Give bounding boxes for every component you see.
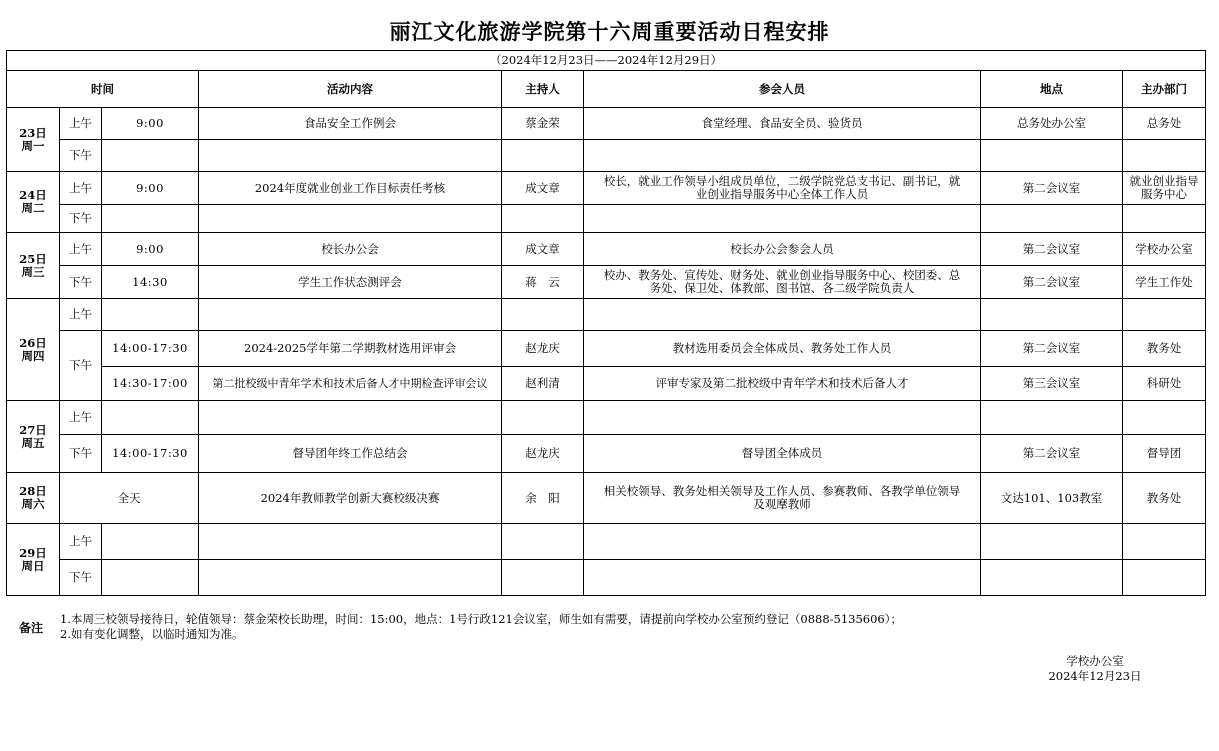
event-location: 第二会议室 bbox=[981, 233, 1123, 266]
table-row bbox=[7, 205, 1206, 233]
event-host: 蒋 云 bbox=[502, 266, 584, 299]
empty-cell bbox=[584, 205, 981, 233]
empty-cell bbox=[981, 524, 1123, 560]
event-time: 9:00 bbox=[102, 108, 199, 140]
event-location: 第二会议室 bbox=[981, 172, 1123, 205]
empty-cell bbox=[584, 560, 981, 596]
pm-label: 下午 bbox=[60, 140, 102, 172]
event-host: 成文章 bbox=[502, 233, 584, 266]
page-title: 丽江文化旅游学院第十六周重要活动日程安排 bbox=[389, 19, 830, 44]
event-time: 9:00 bbox=[102, 172, 199, 205]
pm-label: 下午 bbox=[60, 435, 102, 473]
empty-cell bbox=[102, 299, 199, 331]
am-label: 上午 bbox=[60, 172, 102, 205]
empty-cell bbox=[199, 140, 502, 172]
event-content: 2024-2025学年第二学期教材选用评审会 bbox=[199, 331, 502, 367]
event-organizer: 科研处 bbox=[1123, 367, 1206, 401]
event-time: 14:00-17:30 bbox=[102, 331, 199, 367]
empty-cell bbox=[981, 401, 1123, 435]
table-row bbox=[7, 367, 1206, 401]
event-attendees: 校长办公会参会人员 bbox=[584, 233, 981, 266]
event-attendees: 相关校领导、教务处相关领导及工作人员、参赛教师、各教学单位领导 及观摩教师 bbox=[584, 473, 981, 524]
header-location: 地点 bbox=[981, 71, 1123, 108]
event-location: 总务处办公室 bbox=[981, 108, 1123, 140]
day-cell: 28日 周六 bbox=[7, 473, 60, 524]
table-row bbox=[7, 560, 1206, 596]
empty-cell bbox=[502, 205, 584, 233]
empty-cell bbox=[502, 524, 584, 560]
empty-cell bbox=[584, 299, 981, 331]
empty-cell bbox=[502, 140, 584, 172]
signature-office: 学校办公室 bbox=[1066, 654, 1124, 668]
event-content: 食品安全工作例会 bbox=[199, 108, 502, 140]
event-organizer: 学生工作处 bbox=[1123, 266, 1206, 299]
allday-label: 全天 bbox=[60, 473, 199, 524]
day-cell: 26日 周四 bbox=[7, 299, 60, 401]
event-host: 赵龙庆 bbox=[502, 435, 584, 473]
empty-cell bbox=[199, 205, 502, 233]
day-cell: 29日 周日 bbox=[7, 524, 60, 596]
table-row bbox=[7, 299, 1206, 331]
empty-cell bbox=[102, 524, 199, 560]
header-row bbox=[7, 71, 1206, 108]
empty-cell bbox=[584, 401, 981, 435]
empty-cell bbox=[199, 524, 502, 560]
table-row bbox=[7, 266, 1206, 299]
event-content: 督导团年终工作总结会 bbox=[199, 435, 502, 473]
event-attendees: 评审专家及第二批校级中青年学术和技术后备人才 bbox=[584, 367, 981, 401]
event-organizer: 总务处 bbox=[1123, 108, 1206, 140]
empty-cell bbox=[502, 560, 584, 596]
empty-cell bbox=[981, 205, 1123, 233]
empty-cell bbox=[199, 560, 502, 596]
empty-cell bbox=[981, 560, 1123, 596]
empty-cell bbox=[102, 205, 199, 233]
table-row bbox=[7, 524, 1206, 560]
event-time: 14:00-17:30 bbox=[102, 435, 199, 473]
pm-label: 下午 bbox=[60, 205, 102, 233]
am-label: 上午 bbox=[60, 108, 102, 140]
event-location: 第二会议室 bbox=[981, 435, 1123, 473]
event-host: 蔡金荣 bbox=[502, 108, 584, 140]
am-label: 上午 bbox=[60, 524, 102, 560]
empty-cell bbox=[502, 401, 584, 435]
table-row bbox=[7, 435, 1206, 473]
day-cell: 25日 周三 bbox=[7, 233, 60, 299]
table-row bbox=[7, 331, 1206, 367]
header-content: 活动内容 bbox=[199, 71, 502, 108]
empty-cell bbox=[199, 299, 502, 331]
empty-cell bbox=[1123, 205, 1206, 233]
header-organizer: 主办部门 bbox=[1123, 71, 1206, 108]
empty-cell bbox=[1123, 299, 1206, 331]
event-attendees: 督导团全体成员 bbox=[584, 435, 981, 473]
empty-cell bbox=[199, 401, 502, 435]
pm-label: 下午 bbox=[60, 331, 102, 401]
table-row bbox=[7, 401, 1206, 435]
event-organizer: 教务处 bbox=[1123, 473, 1206, 524]
event-organizer: 督导团 bbox=[1123, 435, 1206, 473]
event-location: 第三会议室 bbox=[981, 367, 1123, 401]
event-time: 9:00 bbox=[102, 233, 199, 266]
empty-cell bbox=[1123, 401, 1206, 435]
table-row bbox=[7, 473, 1206, 524]
signature-date: 2024年12月23日 bbox=[1048, 669, 1142, 683]
empty-cell bbox=[1123, 140, 1206, 172]
event-host: 赵利清 bbox=[502, 367, 584, 401]
empty-cell bbox=[981, 140, 1123, 172]
note-item: 2.如有变化调整，以临时通知为准。 bbox=[60, 627, 244, 641]
header-attendees: 参会人员 bbox=[584, 71, 981, 108]
day-cell: 23日 周一 bbox=[7, 108, 60, 172]
pm-label: 下午 bbox=[60, 266, 102, 299]
event-attendees: 校办、教务处、宣传处、财务处、就业创业指导服务中心、校团委、总 务处、保卫处、体教部、图书馆、各二级学院负责人 bbox=[584, 266, 981, 299]
schedule-table bbox=[6, 50, 1206, 596]
empty-cell bbox=[1123, 560, 1206, 596]
event-time: 14:30-17:00 bbox=[102, 367, 199, 401]
pm-label: 下午 bbox=[60, 560, 102, 596]
empty-cell bbox=[102, 140, 199, 172]
event-content: 2024年度就业创业工作目标责任考核 bbox=[199, 172, 502, 205]
event-content: 2024年教师教学创新大赛校级决赛 bbox=[199, 473, 502, 524]
event-host: 余 阳 bbox=[502, 473, 584, 524]
event-location: 第二会议室 bbox=[981, 266, 1123, 299]
table-row bbox=[7, 172, 1206, 205]
event-content: 校长办公会 bbox=[199, 233, 502, 266]
table-row bbox=[7, 140, 1206, 172]
event-content: 学生工作状态测评会 bbox=[199, 266, 502, 299]
empty-cell bbox=[102, 401, 199, 435]
event-attendees: 教材选用委员会全体成员、教务处工作人员 bbox=[584, 331, 981, 367]
note-item: 1.本周三校领导接待日，轮值领导：蔡金荣校长助理，时间：15:00，地点：1号行政121会议室，师生如有需要，请提前向学校办公室预约登记（0888-5135606）； bbox=[60, 612, 902, 626]
event-location: 文达101、103教室 bbox=[981, 473, 1123, 524]
day-cell: 24日 周二 bbox=[7, 172, 60, 233]
date-range-row bbox=[7, 51, 1206, 71]
table-row bbox=[7, 108, 1206, 140]
event-organizer: 就业创业指导 服务中心 bbox=[1123, 172, 1206, 205]
empty-cell bbox=[584, 140, 981, 172]
event-location: 第二会议室 bbox=[981, 331, 1123, 367]
am-label: 上午 bbox=[60, 299, 102, 331]
event-attendees: 食堂经理、食品安全员、验货员 bbox=[584, 108, 981, 140]
event-time: 14:30 bbox=[102, 266, 199, 299]
event-organizer: 学校办公室 bbox=[1123, 233, 1206, 266]
event-host: 赵龙庆 bbox=[502, 331, 584, 367]
header-host: 主持人 bbox=[502, 71, 584, 108]
empty-cell bbox=[1123, 524, 1206, 560]
event-host: 成文章 bbox=[502, 172, 584, 205]
empty-cell bbox=[981, 299, 1123, 331]
event-organizer: 教务处 bbox=[1123, 331, 1206, 367]
event-content: 第二批校级中青年学术和技术后备人才中期检查评审会议 bbox=[199, 367, 502, 401]
day-cell: 27日 周五 bbox=[7, 401, 60, 473]
empty-cell bbox=[584, 524, 981, 560]
event-attendees: 校长，就业工作领导小组成员单位，二级学院党总支书记、副书记，就 业创业指导服务中心全体工作人员 bbox=[584, 172, 981, 205]
empty-cell bbox=[502, 299, 584, 331]
am-label: 上午 bbox=[60, 233, 102, 266]
date-range: （2024年12月23日——2024年12月29日） bbox=[7, 51, 1206, 71]
table-row bbox=[7, 233, 1206, 266]
empty-cell bbox=[102, 560, 199, 596]
notes-label: 备注 bbox=[19, 621, 44, 635]
am-label: 上午 bbox=[60, 401, 102, 435]
header-time: 时间 bbox=[7, 71, 199, 108]
